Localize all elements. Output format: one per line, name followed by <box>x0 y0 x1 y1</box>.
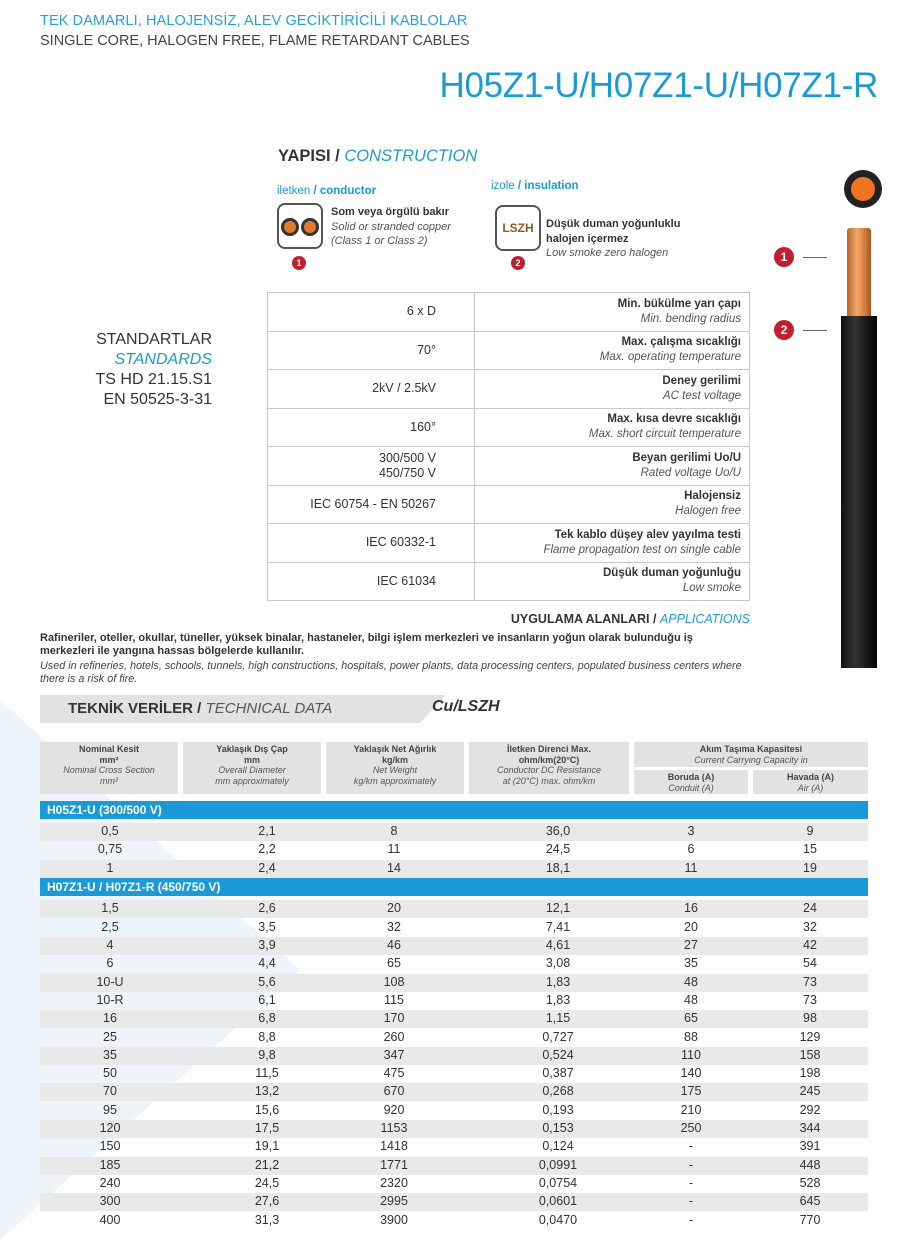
material-label: Cu/LSZH <box>432 698 500 715</box>
table-cell: 770 <box>799 1212 821 1227</box>
spec-row: 300/500 V 450/750 V Beyan gerilimi Uo/U Rated voltage Uo/U <box>268 447 750 486</box>
column-header-air: Havada (A) Air (A) <box>753 770 868 794</box>
column-header-weight: Yaklaşık Net Ağırlık kg/km Net Weight kg/km approximately <box>326 742 464 794</box>
table-cell: 3,9 <box>258 938 276 952</box>
table-row <box>40 1029 868 1047</box>
table-cell: 129 <box>799 1029 821 1044</box>
table-cell: 250 <box>680 1121 702 1135</box>
table-cell: 15,6 <box>254 1102 280 1117</box>
standard-item: EN 50525-3-31 <box>103 391 212 408</box>
table-cell: 18,1 <box>545 860 571 875</box>
table-cell: 198 <box>799 1066 821 1081</box>
insulation-description: Düşük duman yoğunluklu halojen içermez Low smoke zero halogen <box>546 218 681 259</box>
table-cell: 35 <box>103 1047 117 1062</box>
table-cell: 3,5 <box>258 919 276 934</box>
table-cell: 8 <box>390 824 398 838</box>
table-cell: 21,2 <box>254 1157 280 1172</box>
table-cell: 0,0991 <box>538 1157 578 1172</box>
table-cell: 11,5 <box>255 1066 279 1081</box>
table-cell: 50 <box>103 1066 117 1081</box>
table-cell: 11 <box>684 860 698 875</box>
table-cell: 110 <box>681 1047 701 1062</box>
table-cell: 24,5 <box>254 1175 280 1190</box>
table-row <box>40 1010 868 1028</box>
table-row <box>40 1175 868 1193</box>
applications-text-tr: Rafineriler, oteller, okullar, tüneller, yüksek binalar, hastaneler, bilgi işlem merkezleri ve insanların yoğun olarak bulunduğu iş merkezleri ile yangına hassas bölgelerde kullanılır. <box>40 632 693 657</box>
table-row <box>40 1120 868 1138</box>
table-row <box>40 823 868 841</box>
conductor-icon <box>277 203 323 249</box>
table-cell: 73 <box>803 974 817 989</box>
table-cell: 48 <box>684 992 698 1007</box>
table-cell: 300 <box>99 1194 121 1209</box>
table-cell: 11 <box>387 842 401 857</box>
table-cell: 528 <box>799 1175 821 1190</box>
table-cell: 347 <box>383 1047 405 1062</box>
insulation-number-badge: 2 <box>511 256 525 270</box>
table-cell: 19,1 <box>254 1139 280 1154</box>
table-cell: 2320 <box>380 1175 408 1190</box>
table-cell: 240 <box>99 1175 121 1190</box>
table-cell: 73 <box>803 992 817 1007</box>
table-row <box>40 1083 868 1101</box>
table-cell: 19 <box>803 860 817 875</box>
conductor-label: iletken / conductor <box>277 185 377 197</box>
table-cell: 24 <box>803 901 817 916</box>
table-cell: 32 <box>803 919 817 934</box>
column-header-resistance: İletken Direnci Max. ohm/km(20°C) Conductor DC Resistance at (20°C) max. ohm/km <box>469 742 629 794</box>
table-cell: 475 <box>383 1066 405 1081</box>
table-row <box>40 919 868 937</box>
table-cell: 17,5 <box>254 1121 280 1135</box>
table-cell: 2,6 <box>258 901 276 916</box>
table-cell: 65 <box>387 956 401 971</box>
table-cell: 158 <box>799 1047 821 1062</box>
column-header-cross-section: Nominal Kesit mm² Nominal Cross Section mm² <box>40 742 178 794</box>
table-row <box>40 955 868 973</box>
table-cell: 27,6 <box>254 1194 280 1209</box>
table-cell: 448 <box>799 1157 821 1172</box>
table-cell: 10-U <box>96 974 124 989</box>
table-cell: 2,2 <box>258 842 276 857</box>
table-cell: 35 <box>684 956 698 971</box>
table-cell: 25 <box>103 1029 117 1044</box>
insulation-label: izole / insulation <box>491 180 579 192</box>
table-row <box>40 937 868 955</box>
table-cell: 260 <box>383 1029 405 1044</box>
table-cell: 8,8 <box>258 1029 276 1044</box>
table-cell: 245 <box>799 1084 821 1099</box>
table-cell: 645 <box>799 1194 821 1209</box>
table-cell: 36,0 <box>545 824 571 838</box>
table-cell: 185 <box>99 1157 121 1172</box>
table-cell: 0,5 <box>101 824 119 838</box>
table-cell: 20 <box>387 901 401 916</box>
table-cell: 7,41 <box>545 919 571 934</box>
table-cell: 1153 <box>380 1121 408 1135</box>
column-header-conduit: Boruda (A) Conduit (A) <box>634 770 748 794</box>
table-cell: - <box>688 1157 694 1172</box>
table-row <box>40 1102 868 1120</box>
table-cell: 6,8 <box>258 1011 276 1026</box>
table-cell: 6 <box>106 956 114 971</box>
applications-heading: UYGULAMA ALANLARI / APPLICATIONS <box>510 612 750 626</box>
table-cell: 3900 <box>380 1212 408 1227</box>
cable-number-badge: 1 <box>774 247 794 267</box>
table-row <box>40 841 868 859</box>
spec-row: 2kV / 2.5kV Deney gerilimi AC test voltage <box>268 370 750 409</box>
table-cell: 3,08 <box>545 956 571 971</box>
table-cell: 1,15 <box>545 1011 571 1026</box>
table-cell: 6,1 <box>258 992 276 1007</box>
table-cell: 1 <box>106 860 114 875</box>
table-cell: 120 <box>99 1121 121 1135</box>
table-cell: 920 <box>383 1102 405 1117</box>
table-cell: 12,1 <box>545 901 571 916</box>
table-cell: 54 <box>803 956 817 971</box>
table-cell: 400 <box>99 1212 121 1227</box>
table-cell: 0,0601 <box>538 1194 578 1209</box>
spec-row: 6 x D Min. bükülme yarı çapı Min. bending radius <box>268 293 750 332</box>
table-cell: 27 <box>684 938 698 952</box>
table-cell: 1771 <box>380 1157 408 1172</box>
table-cell: 0,193 <box>542 1102 574 1117</box>
table-cell: 108 <box>383 974 405 989</box>
table-cell: 16 <box>103 1011 117 1026</box>
model-title: H05Z1-U/H07Z1-U/H07Z1-R <box>439 66 878 105</box>
table-cell: 2995 <box>380 1194 408 1209</box>
table-row <box>40 1212 868 1230</box>
applications-text-en: Used in refineries, hotels, schools, tunnels, high constructions, hospitals, power plants, data processing centers, populated business centers where there is a risk of fire. <box>40 660 742 685</box>
table-cell: 0,124 <box>542 1139 574 1154</box>
table-cell: - <box>688 1194 694 1209</box>
table-cell: 0,153 <box>542 1121 574 1135</box>
table-cell: 391 <box>799 1139 821 1154</box>
table-group-header: H05Z1-U (300/500 V) <box>40 801 868 819</box>
copper-conductor-image <box>847 228 871 318</box>
table-cell: 88 <box>684 1029 698 1044</box>
table-cell: 95 <box>103 1102 117 1117</box>
standards-block <box>96 330 213 410</box>
table-cell: 65 <box>684 1011 698 1026</box>
table-cell: 6 <box>687 842 695 857</box>
column-header-diameter: Yaklaşık Dış Çap mm Overall Diameter mm approximately <box>183 742 321 794</box>
conductor-number-badge: 1 <box>292 256 306 270</box>
table-cell: 0,75 <box>97 842 123 857</box>
leader-line <box>803 330 827 331</box>
table-cell: 4,61 <box>545 938 571 952</box>
table-cell: 15 <box>803 842 817 857</box>
table-cell: 2,4 <box>258 860 276 875</box>
spec-row: IEC 61034 Düşük duman yoğunluğu Low smoke <box>268 562 750 601</box>
table-cell: 9 <box>806 824 814 838</box>
column-header-current: Akım Taşıma Kapasitesi Current Carrying Capacity in <box>634 742 868 767</box>
construction-heading: YAPISI / CONSTRUCTION <box>278 147 478 165</box>
table-cell: 115 <box>384 992 404 1007</box>
table-cell: 150 <box>99 1139 121 1154</box>
spec-table <box>267 292 750 601</box>
table-cell: 10-R <box>96 992 124 1007</box>
table-cell: 16 <box>684 901 698 916</box>
table-row <box>40 974 868 992</box>
table-cell: 70 <box>103 1084 117 1099</box>
table-cell: 670 <box>383 1084 405 1099</box>
table-cell: 46 <box>387 938 401 952</box>
conductor-description: Som veya örgülü bakır Solid or stranded copper (Class 1 or Class 2) <box>331 206 451 247</box>
leader-line <box>803 257 827 258</box>
table-cell: 0,268 <box>542 1084 574 1099</box>
standards-title-tr: STANDARTLAR <box>96 331 212 348</box>
table-cell: 98 <box>803 1011 817 1026</box>
technical-heading: TEKNİK VERİLER / TECHNICAL DATA <box>68 700 333 717</box>
table-cell: 1,5 <box>101 901 119 916</box>
spec-row: IEC 60332-1 Tek kablo düşey alev yayılma testi Flame propagation test on single cable <box>268 524 750 563</box>
table-cell: 175 <box>680 1084 702 1099</box>
table-cell: 4,4 <box>258 956 276 971</box>
table-cell: 292 <box>799 1102 821 1117</box>
spec-row: 70° Max. çalışma sıcaklığı Max. operating temperature <box>268 331 750 370</box>
table-cell: 1,83 <box>545 974 571 989</box>
table-row <box>40 1138 868 1156</box>
table-cell: 9,8 <box>258 1047 276 1062</box>
table-cell: 0,524 <box>542 1047 574 1062</box>
cable-cross-section-icon <box>844 170 882 208</box>
table-cell: 5,6 <box>258 974 276 989</box>
table-cell: 1418 <box>380 1139 408 1154</box>
cable-sheath-image <box>841 316 877 668</box>
table-cell: 48 <box>684 974 698 989</box>
table-cell: 20 <box>684 919 698 934</box>
table-cell: 210 <box>680 1102 702 1117</box>
spec-row: IEC 60754 - EN 50267 Halojensiz Halogen free <box>268 485 750 524</box>
table-cell: - <box>688 1212 694 1227</box>
table-cell: 24,5 <box>545 842 571 857</box>
table-cell: - <box>688 1139 694 1154</box>
standard-item: TS HD 21.15.S1 <box>95 371 212 388</box>
title-english: SINGLE CORE, HALOGEN FREE, FLAME RETARDANT CABLES <box>40 33 470 49</box>
table-cell: 170 <box>383 1011 405 1026</box>
spec-row: 160° Max. kısa devre sıcaklığı Max. short circuit temperature <box>268 408 750 447</box>
table-cell: 2,5 <box>101 919 119 934</box>
table-cell: 14 <box>387 860 401 875</box>
table-cell: 1,83 <box>545 992 571 1007</box>
table-cell: 140 <box>680 1066 702 1081</box>
table-cell: 0,0470 <box>538 1212 578 1227</box>
table-row <box>40 860 868 878</box>
table-group-header: H07Z1-U / H07Z1-R (450/750 V) <box>40 878 868 896</box>
table-cell: 0,727 <box>542 1029 574 1044</box>
table-cell: - <box>688 1175 694 1190</box>
title-turkish: TEK DAMARLI, HALOJENSİZ, ALEV GECİKTİRİCİLİ KABLOLAR <box>40 13 468 29</box>
table-row <box>40 900 868 918</box>
cable-number-badge: 2 <box>774 320 794 340</box>
table-cell: 2,1 <box>258 824 276 838</box>
table-cell: 42 <box>803 938 817 952</box>
table-cell: 32 <box>387 919 401 934</box>
table-cell: 13,2 <box>254 1084 280 1099</box>
table-row <box>40 1047 868 1065</box>
table-row <box>40 1193 868 1211</box>
table-row <box>40 1157 868 1175</box>
lszh-icon: LSZH <box>495 205 541 251</box>
table-cell: 0,0754 <box>538 1175 578 1190</box>
table-row <box>40 992 868 1010</box>
table-cell: 4 <box>106 938 114 952</box>
table-cell: 3 <box>687 824 695 838</box>
table-cell: 344 <box>799 1121 821 1135</box>
table-row <box>40 1065 868 1083</box>
table-cell: 31,3 <box>254 1212 280 1227</box>
standards-title-en: STANDARDS <box>114 351 212 368</box>
table-cell: 0,387 <box>542 1066 574 1081</box>
